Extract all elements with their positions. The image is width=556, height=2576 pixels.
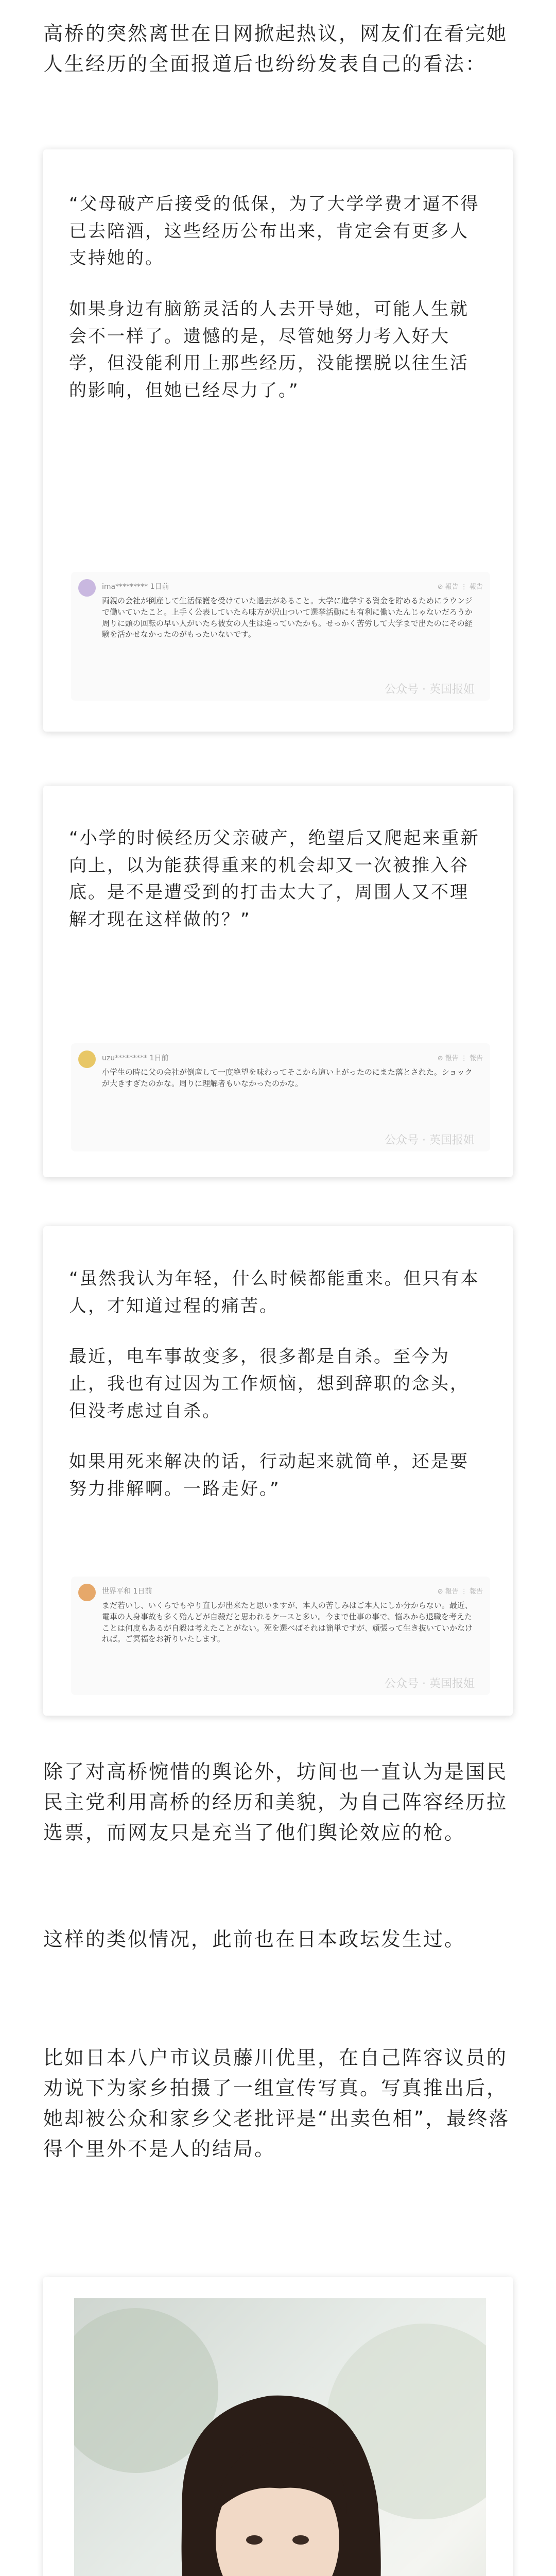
comment-quote [43, 825, 513, 934]
quote-paragraph: “小学的时候经历父亲破产，绝望后又爬起来重新向上，以为能获得重来的机会却又一次被推入谷底。是不是遭受到的打击太大了，周围人又不理解才现在这样做的？” [69, 828, 480, 930]
watermark: 公众号 · 英国报姐 [385, 683, 475, 696]
body-paragraph: 比如日本八户市议员藤川优里，在自己阵容议员的劝说下为家乡拍摄了一组宣传写真。写真推出后，她却被公众和家乡父老批评是“出卖色相”，最终落得个里外不是人的结局。 [43, 2046, 510, 2160]
watermark: 公众号 · 英国报姐 [385, 1134, 475, 1147]
japanese-comment-screenshot [71, 1043, 490, 1151]
japanese-comment-text: まだ若いし、いくらでもやり直しが出来たと思いますが、本人の苦しみはご本人にしか分からない。最近、電車の人身事故も多く殆んどが自殺だと思われるケースと多い。今まで仕事の事で、悩みから退職を考えたことは何度もあるが自殺は考えたことがない。死を選べばそれは簡単ですが、頑張って生き抜いていかなければ。ご冥福をお祈りいたします。 [102, 1601, 473, 1644]
japanese-comment-screenshot [71, 572, 490, 701]
portrait-photo [74, 2298, 486, 2576]
body-paragraph: 除了对高桥惋惜的舆论外，坊间也一直认为是国民民主党利用高桥的经历和美貌，为自己阵容经历拉选票，而网友只是充当了他们舆论效应的枪。 [43, 1760, 508, 1844]
quote-paragraph: “父母破产后接受的低保，为了大学学费才逼不得已去陪酒，这些经历公布出来，肯定会有更多人支持她的。 [69, 194, 480, 269]
photo-frame [43, 2277, 513, 2576]
comment-card [43, 1226, 513, 1716]
comment-quote [43, 1265, 513, 1503]
report-link: ⊘ 報告 ⋮ 報告 [437, 1055, 483, 1062]
quote-paragraph: 如果身边有脑筋灵活的人去开导她，可能人生就会不一样了。遗憾的是，尽管她努力考入好大学，但没能利用上那些经历，没能摆脱以往生活的影响，但她已经尽力了。” [69, 299, 469, 401]
japanese-comment-screenshot [71, 1577, 490, 1695]
intro-paragraph: 高桥的突然离世在日网掀起热议，网友们在看完她人生经历的全面报道后也纷纷发表自己的看法： [43, 22, 508, 75]
avatar [78, 1050, 96, 1068]
avatar [78, 1584, 96, 1601]
quote-paragraph: “虽然我认为年轻，什么时候都能重来。但只有本人，才知道过程的痛苦。 [69, 1268, 480, 1316]
comment-username: uzu********* 1日前 [102, 1054, 169, 1062]
japanese-comment-text: 両親の会社が倒産して生活保護を受けていた過去があること。大学に進学する資金を貯めるためにラウンジで働いていたこと。上手く公表していたら味方が沢山ついて選挙活動にも有利に働いたんじゃないだろうか 周りに頭の回転の早い人がいたら彼女の人生は違っていたかも。せっかく苦労して大学まで出たのにその経験を活かせなかったのがもったいないです。 [102, 596, 473, 639]
comment-card [43, 786, 513, 1177]
quote-paragraph: 如果用死来解决的话，行动起来就简单，还是要努力排解啊。一路走好。” [69, 1451, 469, 1500]
comment-quote [43, 191, 513, 404]
comment-card [43, 149, 513, 732]
quote-paragraph: 最近，电车事故变多，很多都是自杀。至今为止，我也有过因为工作烦恼，想到辞职的念头，但没考虑过自杀。 [69, 1346, 469, 1421]
avatar [78, 579, 96, 597]
body-paragraph: 这样的类似情况，此前也在日本政坛发生过。 [43, 1928, 466, 1951]
comment-username: 世界平和 1日前 [102, 1587, 152, 1596]
watermark: 公众号 · 英国报姐 [385, 1677, 475, 1690]
report-link: ⊘ 報告 ⋮ 報告 [437, 583, 483, 591]
comment-username: ima********* 1日前 [102, 583, 169, 591]
japanese-comment-text: 小学生の時に父の会社が倒産して一度絶望を味わってそこから這い上がったのにまた落とされた。ショックが大きすぎたのかな。周りに理解者もいなかったのかな。 [102, 1067, 473, 1088]
report-link: ⊘ 報告 ⋮ 報告 [437, 1588, 483, 1596]
portrait-illustration [74, 2298, 486, 2576]
